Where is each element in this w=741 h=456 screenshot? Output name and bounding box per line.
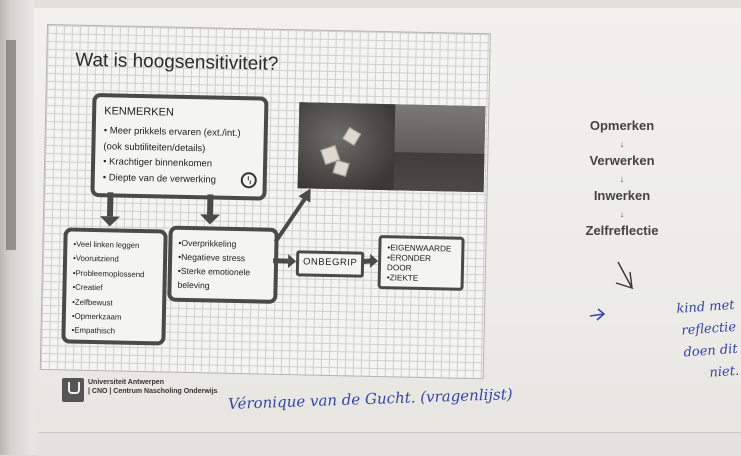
arrow-down-icon: ↓ [560, 206, 684, 223]
bottom-sheet-edge [38, 432, 741, 456]
note-line: doen dit [587, 339, 738, 371]
kenmerken-item: • Diepte van de verwerking [103, 170, 240, 188]
flow-step: Zelfreflectie [560, 223, 684, 241]
list-item: beleving [177, 278, 250, 294]
handwritten-name: Véronique van de Gucht. (vragenlijst) [228, 385, 513, 413]
kenmerken-item: (ook subtiliteiten/details) [103, 139, 240, 157]
list-item: • Opmerkzaam [72, 310, 144, 326]
kenmerken-item: • Krachtiger binnenkomen [103, 154, 240, 172]
onbegrip-label: ONBEGRIP [303, 256, 357, 268]
list-item: • Overprikkeling [178, 236, 251, 252]
slide-title: Wat is hoogsensitiviteit? [75, 50, 279, 76]
arrow-down-icon: ↓ [560, 171, 684, 188]
list-item: • Creatief [72, 281, 144, 297]
list-item: • Probleemoplossend [73, 266, 145, 282]
footer-line-2: | CNO | Centrum Nascholing Onderwijs [88, 387, 218, 396]
note-line: reflectie [586, 317, 737, 349]
footer-line-1: Universiteit Antwerpen [88, 378, 218, 387]
handwritten-note [584, 295, 740, 393]
list-item: DOOR [387, 263, 451, 274]
list-item: • Vooruitziend [73, 252, 145, 268]
list-item: • Veel linken leggen [73, 238, 145, 254]
flow-step: Inwerken [560, 188, 684, 206]
note-line: niet. [589, 361, 740, 393]
list-item: • ERONDER [387, 253, 451, 264]
arrow-down-icon: ↓ [560, 136, 684, 153]
list-item: • Sterke emotionele [178, 264, 251, 280]
list-item: • Empathisch [71, 324, 143, 340]
list-item: • EIGENWAARDE [387, 243, 451, 254]
kenmerken-header: KENMERKEN [104, 105, 174, 118]
note-line: kind met [584, 295, 735, 327]
flow-step: Opmerken [560, 118, 684, 136]
flow-step: Verwerken [560, 153, 684, 171]
hand-arrow-icon [616, 262, 632, 288]
kenmerken-item: • Meer prikkels ervaren (ext./int.) [104, 123, 241, 141]
list-item: • Negatieve stress [178, 250, 251, 266]
list-item: • ZIEKTE [387, 273, 451, 284]
list-item: • Zelfbewust [72, 295, 144, 311]
